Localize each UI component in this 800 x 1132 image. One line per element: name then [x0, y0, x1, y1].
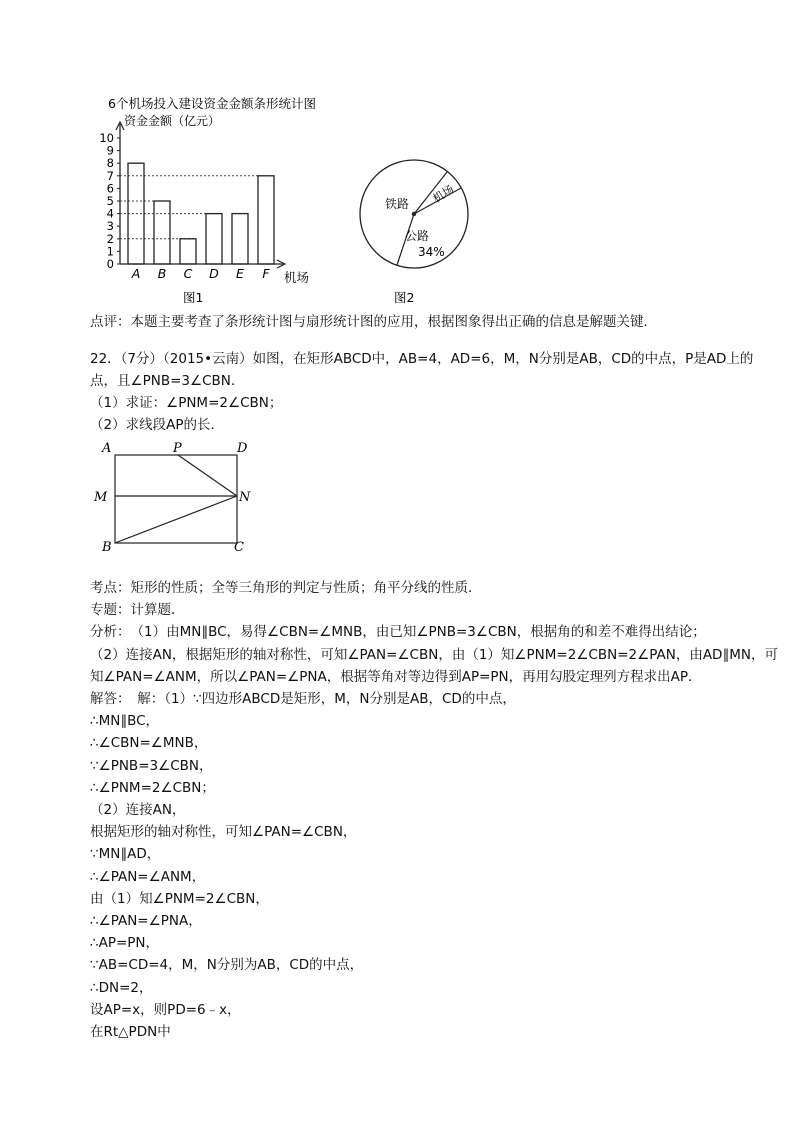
solution-line: ∵AB=CD=4，M，N分别为AB，CD的中点，: [90, 957, 364, 974]
solution-line: 知∠PAN=∠ANM，所以∠PAN=∠PNA，根据等角对等边得到AP=PN，再用勾股定理列方程求出AP．: [90, 668, 702, 685]
pie-label-airport: 机场: [430, 182, 457, 206]
label-m: M: [94, 490, 108, 505]
solution-line: ∴∠PNM=2∠CBN；: [90, 779, 215, 796]
x-tick-label: F: [262, 266, 270, 281]
rectangle-abcd: [115, 455, 237, 543]
problem-line-2: 点，且∠PNB=3∠CBN．: [90, 373, 245, 389]
solution-line: （2）连接AN，: [90, 802, 186, 818]
solution-line: 分析： （1）由MN∥BC，易得∠CBN=∠MNB，由已知∠PNB=3∠CBN，根据角的和差不难得出结论；: [90, 624, 706, 641]
solution-line: ∴∠PAN=∠PNA，: [90, 913, 202, 929]
segment-pn: [178, 455, 237, 496]
solution-line: ∴MN∥BC，: [90, 713, 160, 730]
solution-line: 由（1）知∠PNM=2∠CBN，: [90, 890, 269, 907]
label-b: B: [102, 540, 112, 555]
bar-C: [180, 239, 196, 264]
y-tick-label: 5: [106, 194, 114, 208]
pie-label-railway: 铁路: [385, 197, 410, 211]
pie-chart-caption: 图2: [394, 290, 415, 305]
solution-line: 根据矩形的轴对称性，可知∠PAN=∠CBN，: [90, 824, 357, 841]
solution-line: 设AP=x，则PD=6﹣x，: [90, 1001, 241, 1018]
x-tick-label: E: [236, 266, 244, 281]
x-tick-label: D: [209, 266, 219, 281]
label-d: D: [237, 441, 248, 456]
x-tick-label: B: [157, 266, 167, 281]
y-tick-label: 8: [106, 156, 114, 171]
bar-F: [258, 176, 274, 264]
y-tick-label: 2: [106, 231, 114, 246]
pie-center-dot: [412, 212, 416, 216]
solution-line: ∴∠PAN=∠ANM，: [90, 868, 206, 885]
bar-chart-title: 6个机场投入建设资金金额条形统计图: [108, 96, 316, 111]
solution-line: 考点：矩形的性质；全等三角形的判定与性质；角平分线的性质．: [90, 580, 482, 596]
question-2: （2）求线段AP的长．: [90, 417, 224, 433]
solution-line: ∴∠CBN=∠MNB，: [90, 735, 208, 752]
y-tick-label: 3: [106, 219, 114, 234]
question-1: （1）求证：∠PNM=2∠CBN；: [90, 395, 283, 411]
comment: 点评：本题主要考查了条形统计图与扇形统计图的应用，根据图象得出正确的信息是解题关键．: [90, 314, 657, 330]
y-tick-label: 9: [106, 143, 114, 158]
bar-chart-caption: 图1: [183, 290, 204, 305]
bar-D: [206, 214, 222, 264]
y-tick-label: 4: [106, 206, 114, 221]
solution-line: 解答： 解：（1）∵四边形ABCD是矩形，M，N分别是AB，CD的中点，: [90, 691, 516, 707]
solution-line: ∴AP=PN，: [90, 935, 160, 952]
bar-chart-xlabel: 机场: [284, 270, 310, 285]
solution-line: （2）连接AN，根据矩形的轴对称性，可知∠PAN=∠CBN，由（1）知∠PNM=2∠CBN=2∠PAN，由AD∥MN，可: [90, 646, 778, 663]
bar-chart-ylabel: 资金金额（亿元）: [124, 114, 221, 128]
bar-chart: [80, 90, 350, 305]
pie-chart: [350, 150, 490, 310]
rectangle-figure: [90, 438, 260, 556]
pie-annotation: 34%: [418, 245, 445, 259]
label-a: A: [102, 441, 112, 456]
solution-line: 专题：计算题．: [90, 602, 185, 619]
solution-line: ∴DN=2，: [90, 979, 153, 996]
bar-E: [232, 214, 248, 264]
y-tick-label: 10: [99, 131, 114, 145]
label-p: P: [173, 441, 182, 456]
solution-line: ∵MN∥AD，: [90, 846, 161, 863]
y-tick-label: 0: [106, 257, 114, 271]
y-tick-label: 7: [106, 168, 114, 183]
x-tick-label: A: [131, 266, 141, 281]
x-tick-label: C: [183, 266, 193, 281]
solution-line: ∵∠PNB=3∠CBN，: [90, 757, 213, 774]
problem-line-1: 22．（7分）（2015•云南）如图，在矩形ABCD中，AB=4，AD=6，M，N分别是AB，CD的中点，P是AD上的: [90, 351, 754, 367]
solution-line: 在Rt△PDN中: [90, 1024, 171, 1040]
segment-bn: [115, 496, 237, 543]
label-n: N: [239, 490, 251, 505]
bar-B: [154, 201, 170, 264]
pie-label-highway: 公路: [405, 229, 430, 243]
y-tick-label: 1: [106, 244, 114, 259]
y-tick-label: 6: [106, 181, 114, 196]
label-c: C: [234, 540, 244, 555]
